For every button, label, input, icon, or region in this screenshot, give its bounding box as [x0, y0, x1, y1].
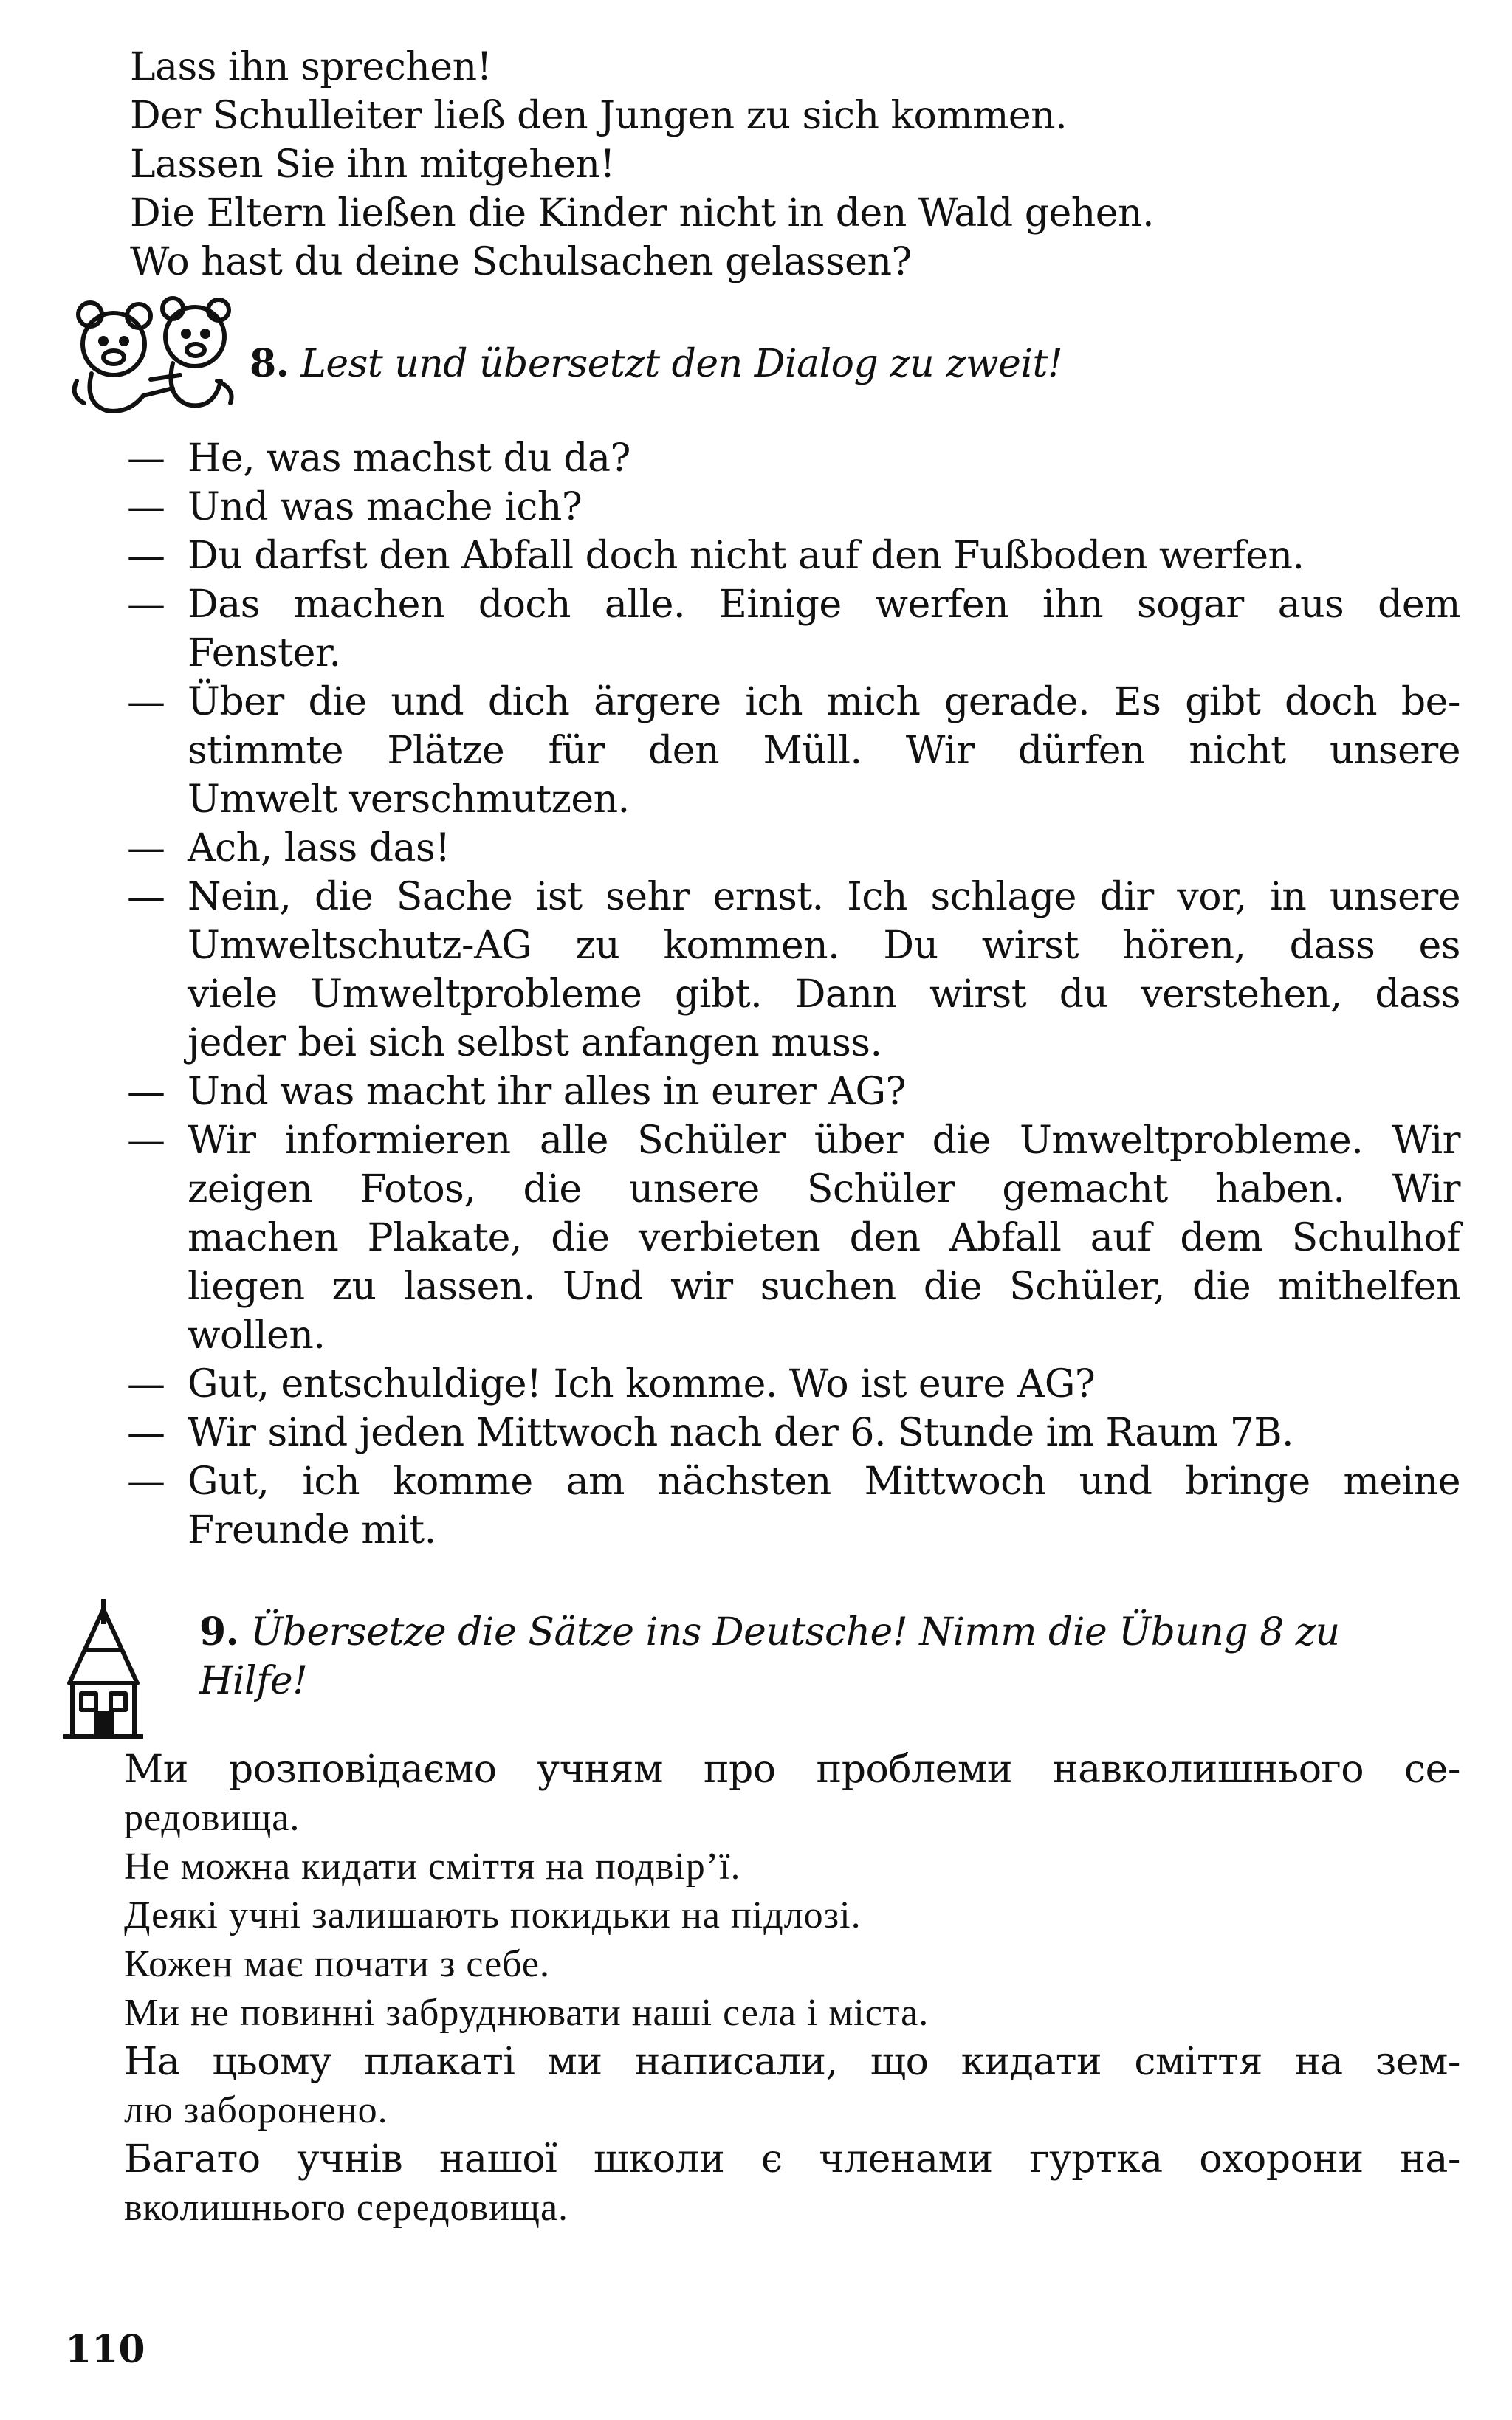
dialog-line: Und was macht ihr alles in eurer AG?: [188, 1070, 906, 1114]
dialog-dash: —: [127, 1070, 165, 1114]
ukrainian-sentence-line: редовища.: [124, 1797, 300, 1839]
house-icon: [59, 1595, 148, 1742]
dialog-line: Das machen doch alle. Einige werfen ihn sogar aus dem: [188, 582, 1460, 627]
dialog-dash: —: [127, 1411, 165, 1455]
dialog-dash: —: [127, 1118, 165, 1163]
intro-line: Lassen Sie ihn mitgehen!: [130, 142, 615, 187]
dialog-dash: —: [127, 534, 165, 578]
ukrainian-sentence-line: Ми не повинні забруднювати наші села і міста.: [124, 1992, 929, 2034]
dialog-line: viele Umweltprobleme gibt. Dann wirst du verstehen, dass: [188, 972, 1460, 1017]
intro-line: Der Schulleiter ließ den Jungen zu sich kommen.: [130, 94, 1068, 138]
exercise-8-heading: [250, 340, 1062, 388]
dialog-line: machen Plakate, die verbieten den Abfall auf dem Schulhof: [188, 1216, 1460, 1260]
exercise-9-number: 9.: [199, 1609, 239, 1654]
dialog-line: Du darfst den Abfall doch nicht auf den Fußboden werfen.: [188, 534, 1305, 578]
dialog-line: Freunde mit.: [188, 1508, 436, 1553]
ukrainian-sentence-line: Деякі учні залишають покидьки на підлозі.: [124, 1894, 862, 1936]
dialog-line: wollen.: [188, 1313, 326, 1358]
dialog-line: Über die und dich ärgere ich mich gerade. Es gibt doch be-: [188, 680, 1460, 724]
dialog-line: Wir sind jeden Mittwoch nach der 6. Stunde im Raum 7B.: [188, 1411, 1294, 1455]
exercise-8-number: 8.: [250, 341, 289, 386]
dialog-line: Nein, die Sache ist sehr ernst. Ich schlage dir vor, in unsere: [188, 875, 1460, 919]
ukrainian-sentence-line: Багато учнів нашої школи є членами гуртка охорони на-: [124, 2137, 1460, 2182]
ukrainian-sentence-line: Не можна кидати сміття на подвір’ї.: [124, 1846, 741, 1888]
dialog-line: Fenster.: [188, 631, 341, 676]
dialog-line: Gut, ich komme am nächsten Mittwoch und bringe meine: [188, 1460, 1460, 1504]
ukrainian-sentence-line: вколишнього середовища.: [124, 2187, 569, 2229]
dialog-dash: —: [127, 436, 165, 481]
exercise-9-instruction-line: Hilfe!: [199, 1659, 308, 1703]
dialog-dash: —: [127, 1362, 165, 1406]
dialog-line: jeder bei sich selbst anfangen muss.: [188, 1021, 882, 1065]
dialog-line: Gut, entschuldige! Ich komme. Wo ist eure AG?: [188, 1362, 1096, 1406]
dialog-line: liegen zu lassen. Und wir suchen die Schüler, die mithelfen: [188, 1265, 1460, 1309]
intro-line: Wo hast du deine Schulsachen gelassen?: [130, 240, 912, 284]
dialog-dash: —: [127, 485, 165, 529]
exercise-9-heading: [199, 1608, 1340, 1657]
intro-line: Lass ihn sprechen!: [130, 45, 492, 89]
dialog-line: Umwelt verschmutzen.: [188, 777, 630, 822]
exercise-8-instruction: Lest und übersetzt den Dialog zu zweit!: [300, 342, 1063, 386]
ukrainian-sentence-line: Кожен має почати з себе.: [124, 1943, 551, 1985]
dialog-dash: —: [127, 680, 165, 724]
dialog-dash: —: [127, 582, 165, 627]
dialog-line: Umweltschutz-AG zu kommen. Du wirst hören, dass es: [188, 924, 1460, 968]
intro-line: Die Eltern ließen die Kinder nicht in den Wald gehen.: [130, 191, 1155, 236]
dialog-line: Und was mache ich?: [188, 485, 583, 529]
ukrainian-sentence-line: На цьому плакаті ми написали, що кидати сміття на зем-: [124, 2040, 1460, 2084]
exercise-9-instruction-line: Übersetze die Sätze ins Deutsche! Nimm die Übung 8 zu: [250, 1610, 1340, 1654]
dialog-line: Wir informieren alle Schüler über die Umweltprobleme. Wir: [188, 1118, 1460, 1163]
dialog-dash: —: [127, 1460, 165, 1504]
dialog-line: Ach, lass das!: [188, 826, 450, 870]
dialog-line: stimmte Plätze für den Müll. Wir dürfen nicht unsere: [188, 729, 1460, 773]
two-bears-icon: [62, 292, 247, 418]
page-number: 110: [65, 2327, 145, 2372]
ukrainian-sentence-line: Ми розповідаємо учням про проблеми навколишнього се-: [124, 1747, 1460, 1792]
ukrainian-sentence-line: лю заборонено.: [124, 2089, 388, 2131]
dialog-dash: —: [127, 875, 165, 919]
dialog-line: He, was machst du da?: [188, 436, 630, 481]
dialog-dash: —: [127, 826, 165, 870]
dialog-line: zeigen Fotos, die unsere Schüler gemacht haben. Wir: [188, 1167, 1460, 1211]
